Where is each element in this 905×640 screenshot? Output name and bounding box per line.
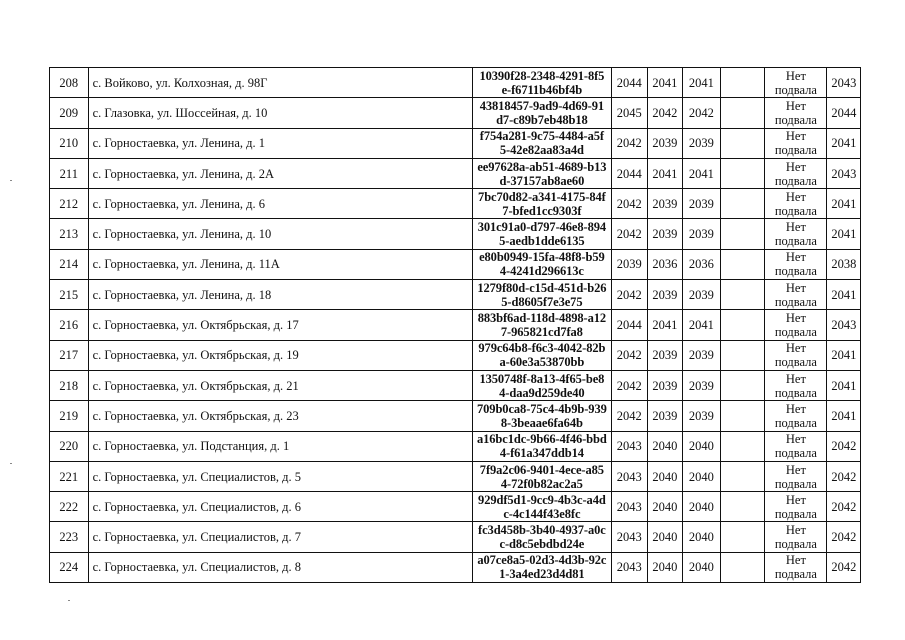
basement-cell: Нет подвала — [765, 249, 827, 279]
table-row — [50, 522, 861, 552]
row-number-cell: 219 — [50, 401, 89, 431]
basement-cell: Нет подвала — [765, 461, 827, 491]
basement-cell: Нет подвала — [765, 340, 827, 370]
basement-cell: Нет подвала — [765, 310, 827, 340]
address-cell: с. Глазовка, ул. Шоссейная, д. 10 — [88, 98, 472, 128]
year-cell: 2039 — [647, 370, 683, 400]
row-number-cell: 216 — [50, 310, 89, 340]
address-cell: с. Горностаевка, ул. Специалистов, д. 5 — [88, 461, 472, 491]
year-cell: 2042 — [827, 492, 861, 522]
empty-cell — [720, 249, 765, 279]
table-row — [50, 158, 861, 188]
empty-cell — [720, 68, 765, 98]
row-number-cell: 212 — [50, 189, 89, 219]
table-row — [50, 461, 861, 491]
year-cell: 2041 — [683, 68, 721, 98]
basement-cell: Нет подвала — [765, 189, 827, 219]
guid-cell: 43818457-9ad9-4d69-91d7-c89b7eb48b18 — [472, 98, 611, 128]
table-row — [50, 401, 861, 431]
address-cell: с. Горностаевка, ул. Подстанция, д. 1 — [88, 431, 472, 461]
table-row — [50, 249, 861, 279]
address-cell: с. Горностаевка, ул. Октябрьская, д. 21 — [88, 370, 472, 400]
year-cell: 2041 — [827, 401, 861, 431]
table-body — [50, 68, 861, 583]
row-number-cell: 218 — [50, 370, 89, 400]
year-cell: 2040 — [647, 552, 683, 582]
row-number-cell: 208 — [50, 68, 89, 98]
address-cell: с. Войково, ул. Колхозная, д. 98Г — [88, 68, 472, 98]
basement-cell: Нет подвала — [765, 370, 827, 400]
row-number-cell: 224 — [50, 552, 89, 582]
basement-cell: Нет подвала — [765, 552, 827, 582]
year-cell: 2043 — [827, 158, 861, 188]
year-cell: 2043 — [611, 431, 647, 461]
guid-cell: 883bf6ad-118d-4898-a127-965821cd7fa8 — [472, 310, 611, 340]
year-cell: 2041 — [827, 370, 861, 400]
scan-speck — [10, 463, 12, 464]
year-cell: 2042 — [611, 189, 647, 219]
basement-cell: Нет подвала — [765, 128, 827, 158]
guid-cell: 929df5d1-9cc9-4b3c-a4dc-4c144f43e8fc — [472, 492, 611, 522]
empty-cell — [720, 552, 765, 582]
year-cell: 2042 — [611, 280, 647, 310]
year-cell: 2039 — [647, 401, 683, 431]
year-cell: 2039 — [647, 189, 683, 219]
basement-cell: Нет подвала — [765, 431, 827, 461]
year-cell: 2042 — [611, 340, 647, 370]
address-cell: с. Горностаевка, ул. Ленина, д. 18 — [88, 280, 472, 310]
year-cell: 2040 — [683, 552, 721, 582]
basement-cell: Нет подвала — [765, 219, 827, 249]
guid-cell: 979c64b8-f6c3-4042-82ba-60e3a53870bb — [472, 340, 611, 370]
year-cell: 2039 — [611, 249, 647, 279]
basement-cell: Нет подвала — [765, 280, 827, 310]
row-number-cell: 222 — [50, 492, 89, 522]
year-cell: 2042 — [827, 522, 861, 552]
empty-cell — [720, 280, 765, 310]
year-cell: 2042 — [683, 98, 721, 128]
table-row — [50, 128, 861, 158]
table-row — [50, 552, 861, 582]
address-cell: с. Горностаевка, ул. Октябрьская, д. 19 — [88, 340, 472, 370]
year-cell: 2041 — [683, 158, 721, 188]
table-row — [50, 310, 861, 340]
empty-cell — [720, 431, 765, 461]
building-registry-table — [49, 67, 861, 583]
guid-cell: 1279f80d-c15d-451d-b265-d8605f7e3e75 — [472, 280, 611, 310]
address-cell: с. Горностаевка, ул. Ленина, д. 1 — [88, 128, 472, 158]
year-cell: 2039 — [647, 219, 683, 249]
row-number-cell: 214 — [50, 249, 89, 279]
scan-speck — [10, 180, 12, 181]
year-cell: 2039 — [683, 370, 721, 400]
basement-cell: Нет подвала — [765, 158, 827, 188]
empty-cell — [720, 98, 765, 128]
row-number-cell: 217 — [50, 340, 89, 370]
empty-cell — [720, 158, 765, 188]
basement-cell: Нет подвала — [765, 492, 827, 522]
table-row — [50, 340, 861, 370]
year-cell: 2042 — [827, 431, 861, 461]
address-cell: с. Горностаевка, ул. Специалистов, д. 7 — [88, 522, 472, 552]
year-cell: 2040 — [647, 431, 683, 461]
basement-cell: Нет подвала — [765, 98, 827, 128]
year-cell: 2041 — [647, 158, 683, 188]
guid-cell: a16bc1dc-9b66-4f46-bbd4-f61a347ddb14 — [472, 431, 611, 461]
guid-cell: 7f9a2c06-9401-4ece-a854-72f0b82ac2a5 — [472, 461, 611, 491]
year-cell: 2042 — [611, 128, 647, 158]
year-cell: 2040 — [647, 461, 683, 491]
year-cell: 2042 — [827, 552, 861, 582]
empty-cell — [720, 310, 765, 340]
year-cell: 2038 — [827, 249, 861, 279]
year-cell: 2044 — [827, 98, 861, 128]
row-number-cell: 213 — [50, 219, 89, 249]
table-row — [50, 189, 861, 219]
table-row — [50, 431, 861, 461]
row-number-cell: 220 — [50, 431, 89, 461]
guid-cell: f754a281-9c75-4484-a5f5-42e82aa83a4d — [472, 128, 611, 158]
year-cell: 2041 — [647, 310, 683, 340]
year-cell: 2039 — [683, 219, 721, 249]
empty-cell — [720, 522, 765, 552]
year-cell: 2041 — [827, 280, 861, 310]
row-number-cell: 211 — [50, 158, 89, 188]
year-cell: 2043 — [827, 310, 861, 340]
year-cell: 2043 — [611, 492, 647, 522]
guid-cell: 301c91a0-d797-46e8-8945-aedb1dde6135 — [472, 219, 611, 249]
year-cell: 2044 — [611, 310, 647, 340]
empty-cell — [720, 219, 765, 249]
year-cell: 2039 — [647, 280, 683, 310]
year-cell: 2040 — [647, 492, 683, 522]
empty-cell — [720, 340, 765, 370]
year-cell: 2040 — [647, 522, 683, 552]
year-cell: 2043 — [611, 552, 647, 582]
year-cell: 2042 — [827, 461, 861, 491]
guid-cell: 1350748f-8a13-4f65-be84-daa9d259de40 — [472, 370, 611, 400]
table-row — [50, 68, 861, 98]
year-cell: 2041 — [647, 68, 683, 98]
year-cell: 2039 — [647, 340, 683, 370]
empty-cell — [720, 492, 765, 522]
address-cell: с. Горностаевка, ул. Ленина, д. 11А — [88, 249, 472, 279]
address-cell: с. Горностаевка, ул. Специалистов, д. 8 — [88, 552, 472, 582]
address-cell: с. Горностаевка, ул. Ленина, д. 6 — [88, 189, 472, 219]
year-cell: 2044 — [611, 68, 647, 98]
year-cell: 2040 — [683, 522, 721, 552]
year-cell: 2039 — [683, 340, 721, 370]
year-cell: 2036 — [647, 249, 683, 279]
scan-speck — [68, 600, 70, 601]
address-cell: с. Горностаевка, ул. Специалистов, д. 6 — [88, 492, 472, 522]
year-cell: 2039 — [683, 280, 721, 310]
row-number-cell: 221 — [50, 461, 89, 491]
year-cell: 2041 — [827, 128, 861, 158]
empty-cell — [720, 370, 765, 400]
empty-cell — [720, 128, 765, 158]
year-cell: 2043 — [611, 461, 647, 491]
year-cell: 2042 — [647, 98, 683, 128]
guid-cell: a07ce8a5-02d3-4d3b-92c1-3a4ed23d4d81 — [472, 552, 611, 582]
year-cell: 2041 — [827, 219, 861, 249]
row-number-cell: 210 — [50, 128, 89, 158]
year-cell: 2041 — [827, 189, 861, 219]
guid-cell: 10390f28-2348-4291-8f5e-f6711b46bf4b — [472, 68, 611, 98]
row-number-cell: 209 — [50, 98, 89, 128]
year-cell: 2039 — [683, 401, 721, 431]
guid-cell: e80b0949-15fa-48f8-b594-4241d296613c — [472, 249, 611, 279]
year-cell: 2041 — [683, 310, 721, 340]
table-row — [50, 280, 861, 310]
guid-cell: fc3d458b-3b40-4937-a0cc-d8c5ebdbd24e — [472, 522, 611, 552]
year-cell: 2045 — [611, 98, 647, 128]
year-cell: 2043 — [827, 68, 861, 98]
year-cell: 2036 — [683, 249, 721, 279]
basement-cell: Нет подвала — [765, 522, 827, 552]
basement-cell: Нет подвала — [765, 68, 827, 98]
address-cell: с. Горностаевка, ул. Октябрьская, д. 23 — [88, 401, 472, 431]
address-cell: с. Горностаевка, ул. Октябрьская, д. 17 — [88, 310, 472, 340]
year-cell: 2040 — [683, 461, 721, 491]
empty-cell — [720, 401, 765, 431]
year-cell: 2040 — [683, 431, 721, 461]
year-cell: 2043 — [611, 522, 647, 552]
row-number-cell: 215 — [50, 280, 89, 310]
guid-cell: 709b0ca8-75c4-4b9b-9398-3beaae6fa64b — [472, 401, 611, 431]
year-cell: 2041 — [827, 340, 861, 370]
table-row — [50, 492, 861, 522]
table-row — [50, 98, 861, 128]
address-cell: с. Горностаевка, ул. Ленина, д. 2А — [88, 158, 472, 188]
empty-cell — [720, 461, 765, 491]
year-cell: 2042 — [611, 401, 647, 431]
year-cell: 2039 — [683, 128, 721, 158]
guid-cell: 7bc70d82-a341-4175-84f7-bfed1cc9303f — [472, 189, 611, 219]
table-row — [50, 219, 861, 249]
year-cell: 2042 — [611, 370, 647, 400]
year-cell: 2040 — [683, 492, 721, 522]
guid-cell: ee97628a-ab51-4689-b13d-37157ab8ae60 — [472, 158, 611, 188]
year-cell: 2044 — [611, 158, 647, 188]
year-cell: 2042 — [611, 219, 647, 249]
row-number-cell: 223 — [50, 522, 89, 552]
year-cell: 2039 — [647, 128, 683, 158]
address-cell: с. Горностаевка, ул. Ленина, д. 10 — [88, 219, 472, 249]
basement-cell: Нет подвала — [765, 401, 827, 431]
empty-cell — [720, 189, 765, 219]
year-cell: 2039 — [683, 189, 721, 219]
table-row — [50, 370, 861, 400]
